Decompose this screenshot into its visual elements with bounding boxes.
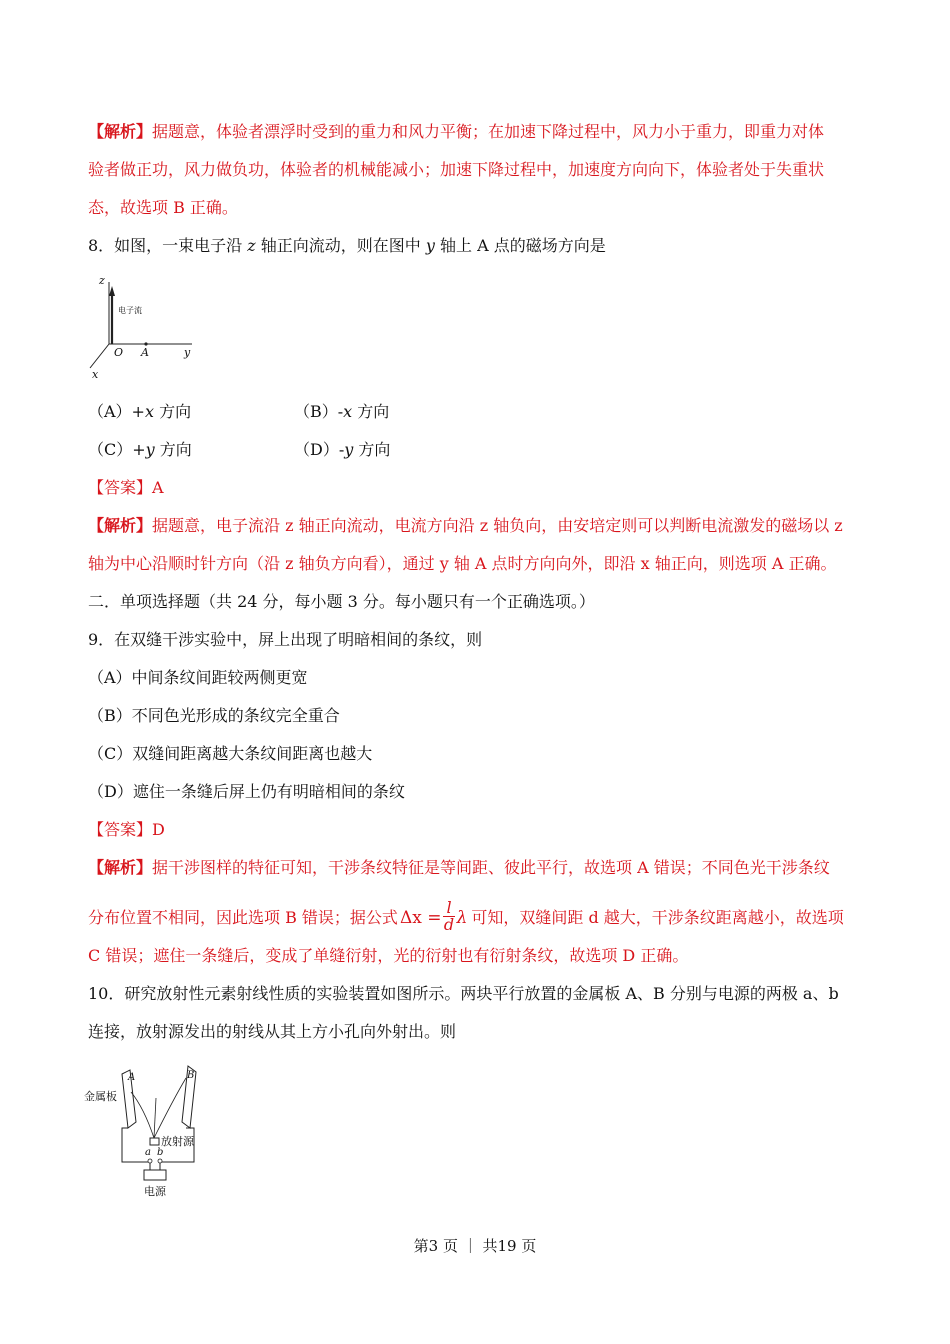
power-supply-label: 电源 — [144, 1185, 166, 1198]
q7-analysis-line2: 验者做正功，风力做负功，体验者的机械能减小；加速下降过程中，加速度方向向下，体验者处于失重状 — [88, 160, 825, 179]
q9-answer: 【答案】D — [88, 820, 165, 839]
q8-analysis-line2: 轴为中心沿顺时针方向（沿 z 轴负方向看），通过 y 轴 A 点时方向向外，即沿 x 轴正向，则选项 A 正确。 — [88, 554, 837, 573]
q8-answer: 【答案】A — [88, 478, 164, 497]
formula-lhs: Δx = — [399, 908, 442, 928]
page-footer: 第3 页 ｜ 共19 页 — [413, 1237, 537, 1255]
q8-option-b: （B）-x 方向 — [294, 402, 390, 421]
q8-analysis-line1: 【解析】据题意，电子流沿 z 轴正向流动，电流方向沿 z 轴负向，由安培定则可以判断电流激发的磁场以 z — [88, 516, 843, 535]
q10-stem-line1: 10．研究放射性元素射线性质的实验装置如图所示。两块平行放置的金属板 A、B 分别与电源的两极 a、b — [88, 984, 839, 1003]
point-a-label: A — [141, 346, 149, 359]
formula-lambda: λ — [456, 908, 468, 928]
q9-option-c: （C）双缝间距离越大条纹间距离也越大 — [88, 744, 373, 763]
q8-axes-figure — [84, 272, 204, 384]
plate-b-label: B — [187, 1070, 195, 1081]
plate-a-label: A — [128, 1072, 136, 1083]
q9-analysis-line2: 分布位置不相同，因此选项 B 错误；据公式 Δx = $\frac{l}{d}$ λ 可知，双缝间距 d 越大，干涉条纹距离越小，故选项 — [88, 898, 844, 934]
axes-diagram — [84, 272, 204, 384]
formula-fraction: $\frac{l}{d}$ — [443, 898, 455, 934]
q9-analysis-line3: C 错误；遮住一条缝后，变成了单缝衍射，光的衍射也有衍射条纹，故选项 D 正确。 — [88, 946, 689, 965]
z-axis-label: z — [99, 274, 105, 287]
pole-b-label: b — [157, 1147, 164, 1158]
metal-plate-label: 金属板 — [84, 1090, 117, 1103]
q9-analysis-line1: 【解析】据干涉图样的特征可知，干涉条纹特征是等间距、彼此平行，故选项 A 错误；不同色光干涉条纹 — [88, 858, 830, 877]
q10-apparatus-figure — [84, 1058, 214, 1208]
x-axis-label: x — [92, 368, 99, 381]
y-axis-label: y — [184, 346, 191, 359]
q9-option-d: （D）遮住一条缝后屏上仍有明暗相间的条纹 — [88, 782, 405, 801]
analysis-tag: 【解析】 — [88, 122, 153, 141]
q8-option-a: （A）+x 方向 — [88, 402, 192, 421]
q7-analysis-line1: 【解析】据题意，体验者漂浮时受到的重力和风力平衡；在加速下降过程中，风力小于重力，即重力对体 — [88, 122, 825, 141]
q8-option-c: （C）+y 方向 — [88, 440, 192, 459]
q8-option-d: （D）-y 方向 — [294, 440, 391, 459]
origin-label: O — [114, 346, 124, 359]
source-label: 放射源 — [161, 1135, 194, 1148]
q7-analysis-line3: 态，故选项 B 正确。 — [88, 198, 238, 217]
electron-stream-label: 电子流 — [118, 306, 142, 315]
q9-option-b: （B）不同色光形成的条纹完全重合 — [88, 706, 340, 725]
section-heading: 二．单项选择题（共 24 分，每小题 3 分。每小题只有一个正确选项。） — [88, 592, 595, 611]
q9-option-a: （A）中间条纹间距较两侧更宽 — [88, 668, 308, 687]
q9-stem: 9．在双缝干涉实验中，屏上出现了明暗相间的条纹，则 — [88, 630, 483, 649]
pole-a-label: a — [145, 1147, 151, 1158]
q10-stem-line2: 连接，放射源发出的射线从其上方小孔向外射出。则 — [88, 1022, 457, 1041]
q8-stem: 8．如图，一束电子沿 z 轴正向流动，则在图中 y 轴上 A 点的磁场方向是 — [88, 236, 606, 255]
